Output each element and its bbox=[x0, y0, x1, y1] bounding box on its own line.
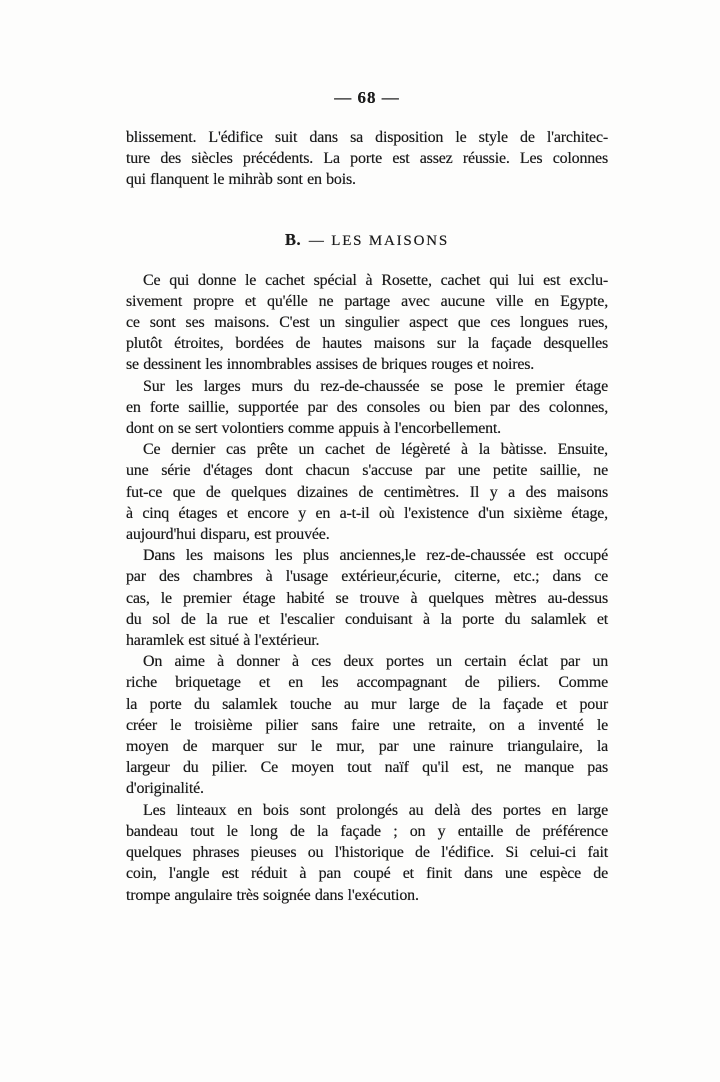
section-heading bbox=[126, 230, 608, 250]
text-line: ture des siècles précédents. La porte est assez réussie. Les colonnes bbox=[126, 150, 608, 168]
text-line: plutôt étroites, bordées de hautes maisons sur la façade desquelles bbox=[126, 335, 608, 353]
paragraph bbox=[126, 376, 608, 440]
text-line: qui flanquent le mihràb sont en bois. bbox=[126, 171, 356, 189]
text-line: On aime à donner à ces deux portes un certain éclat par un bbox=[143, 653, 608, 671]
text-line: coin, l'angle est réduit à pan coupé et finit dans une espèce de bbox=[126, 865, 608, 883]
text-line: d'originalité. bbox=[126, 780, 204, 798]
text-line: moyen de marquer sur le mur, par une rainure triangulaire, la bbox=[126, 738, 608, 756]
text-block bbox=[126, 0, 608, 906]
paragraph bbox=[126, 545, 608, 651]
text-line: dont on se sert volontiers comme appuis à l'encorbellement. bbox=[126, 420, 501, 438]
text-line: cas, le premier étage habité se trouve à quelques mètres au-dessus bbox=[126, 589, 608, 607]
section-letter: B. bbox=[285, 229, 302, 249]
text-line: en forte saillie, supportée par des consoles ou bien par des colonnes, bbox=[126, 398, 608, 416]
body-paragraphs bbox=[126, 270, 608, 906]
text-line: Sur les larges murs du rez-de-chaussée se pose le premier étage bbox=[143, 377, 608, 395]
text-line: se dessinent les innombrables assises de briques rouges et noires. bbox=[126, 356, 535, 374]
text-line: quelques phrases pieuses ou l'historique de l'édifice. Si celui-ci fait bbox=[126, 844, 608, 862]
text-line: Dans les maisons les plus anciennes,le rez-de-chaussée est occupé bbox=[143, 547, 608, 565]
text-line: largeur du pilier. Ce moyen tout naïf qu'il est, ne manque pas bbox=[126, 759, 608, 777]
text-line: créer le troisième pilier sans faire une retraite, on a inventé le bbox=[126, 716, 608, 734]
paragraph bbox=[126, 270, 608, 376]
text-line: ce sont ses maisons. C'est un singulier aspect que ces longues rues, bbox=[126, 314, 608, 332]
paragraph bbox=[126, 439, 608, 545]
text-line: riche briquetage et en les accompagnant de piliers. Comme bbox=[126, 674, 608, 692]
paragraph bbox=[126, 651, 608, 799]
text-line: fut-ce que de quelques dizaines de centimètres. Il y a des maisons bbox=[126, 483, 608, 501]
text-line: Ce qui donne le cachet spécial à Rosette, cachet qui lui est exclu- bbox=[143, 271, 608, 289]
text-line: bandeau tout le long de la façade ; on y entaille de préférence bbox=[126, 822, 608, 840]
text-line: haramlek est situé à l'extérieur. bbox=[126, 632, 320, 650]
text-line: la porte du salamlek touche au mur large de la façade et pour bbox=[126, 695, 608, 713]
text-line: une série d'étages dont chacun s'accuse par une petite saillie, ne bbox=[126, 462, 608, 480]
section-title: — LES MAISONS bbox=[308, 232, 449, 249]
text-line: trompe angulaire très soignée dans l'exécution. bbox=[126, 886, 419, 904]
text-line: aujourd'hui disparu, est prouvée. bbox=[126, 526, 330, 544]
paragraph-intro bbox=[126, 127, 608, 191]
text-line: Les linteaux en bois sont prolongés au delà des portes en large bbox=[143, 801, 608, 819]
text-line: blissement. L'édifice suit dans sa disposition le style de l'architec- bbox=[126, 129, 608, 146]
text-line: sivement propre et qu'élle ne partage avec aucune ville en Egypte, bbox=[126, 292, 608, 310]
page-number: — 68 — bbox=[334, 88, 400, 107]
paragraph bbox=[126, 800, 608, 906]
text-line: par des chambres à l'usage extérieur,écurie, citerne, etc.; dans ce bbox=[126, 568, 608, 586]
text-line: du sol de la rue et l'escalier conduisant à la porte du salamlek et bbox=[126, 610, 608, 628]
text-line: à cinq étages et encore y en a-t-il où l'existence d'un sixième étage, bbox=[126, 504, 608, 522]
text-line: Ce dernier cas prête un cachet de légèreté à la bàtisse. Ensuite, bbox=[143, 441, 608, 459]
